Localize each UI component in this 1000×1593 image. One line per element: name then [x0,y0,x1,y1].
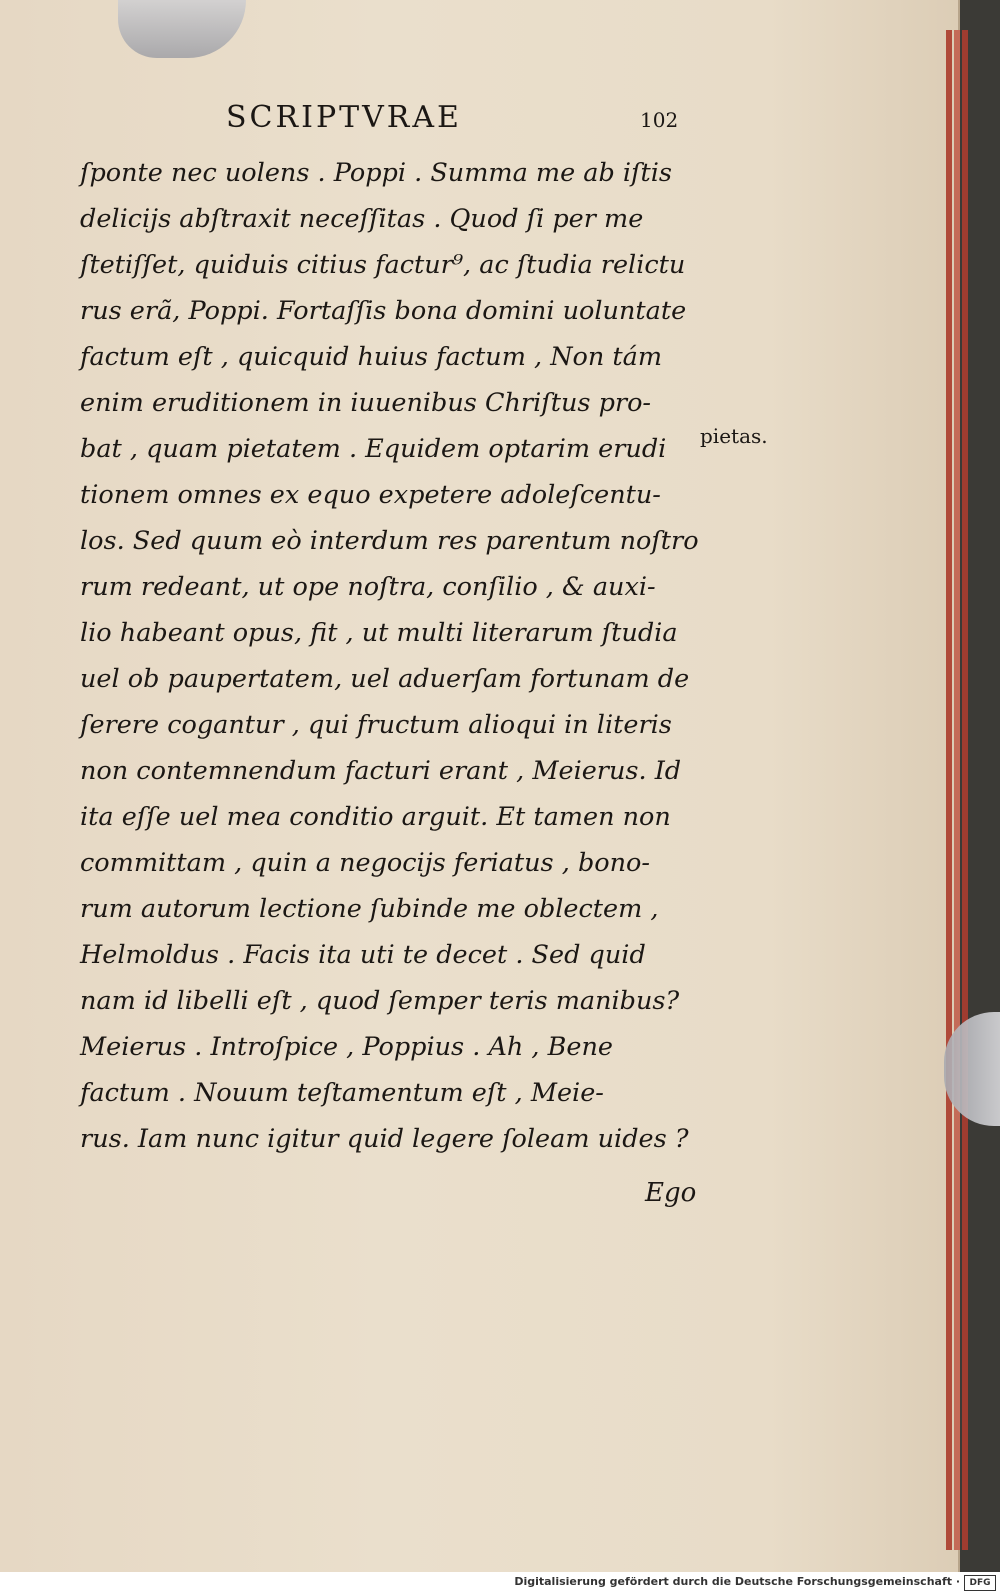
text-line: ſerere cogantur , qui fructum alioqui in literis [80,710,672,740]
page-number: 102 [640,108,679,132]
text-line: nam id libelli eſt , quod ſemper teris manibus? [80,986,680,1016]
margin-note: pietas. [700,424,768,448]
text-line: rus erã, Poppi. Fortaſſis bona domini uoluntate [80,296,687,326]
text-line: uel ob paupertatem, uel aduerſam fortunam de [80,664,690,694]
text-line: factum eſt , quicquid huius factum , Non tám [80,342,663,372]
text-line: rum redeant, ut ope noſtra, conſilio , & auxi- [80,572,656,602]
text-line: bat , quam pietatem . Equidem optarim erudi [80,434,667,464]
text-line: Helmoldus . Facis ita uti te decet . Sed quid [80,940,646,970]
text-line: tionem omnes ex equo expetere adoleſcentu- [80,480,661,510]
text-line: rus. Iam nunc igitur quid legere ſoleam uides ? [80,1124,689,1154]
dfg-logo: DFG [964,1575,996,1591]
page-edge [962,30,968,1550]
catchword: Ego [645,1178,697,1208]
page-edge [946,30,952,1550]
text-line: Meierus . Introſpice , Poppius . Ah , Bene [80,1032,613,1062]
footer-credit: Digitalisierung gefördert durch die Deutsche Forschungsgemeinschaft · [514,1575,960,1588]
text-line: rum autorum lectione ſubinde me oblectem , [80,894,659,924]
text-line: factum . Nouum teſtamentum eſt , Meie- [80,1078,604,1108]
text-line: non contemnendum facturi erant , Meierus. Id [80,756,682,786]
text-block [80,150,699,1162]
text-line: delicijs abſtraxit neceſſitas . Quod ſi per me [80,204,644,234]
text-line: lio habeant opus, fit , ut multi literarum ſtudia [80,618,678,648]
text-line: enim eruditionem in iuuenibus Chriſtus pro- [80,388,652,418]
page-edge [954,30,960,1550]
text-line: ſtetiſſet, quiduis citius factur⁹, ac ſtudia relictu [80,250,686,280]
running-head: SCRIPTVRAE [226,100,462,135]
text-line: ita eſſe uel mea conditio arguit. Et tamen non [80,802,671,832]
text-line: ſponte nec uolens . Poppi . Summa me ab iſtis [80,158,672,188]
text-line: los. Sed quum eò interdum res parentum noſtro [80,526,699,556]
text-line: committam , quin a negocijs feriatus , bono- [80,848,651,878]
